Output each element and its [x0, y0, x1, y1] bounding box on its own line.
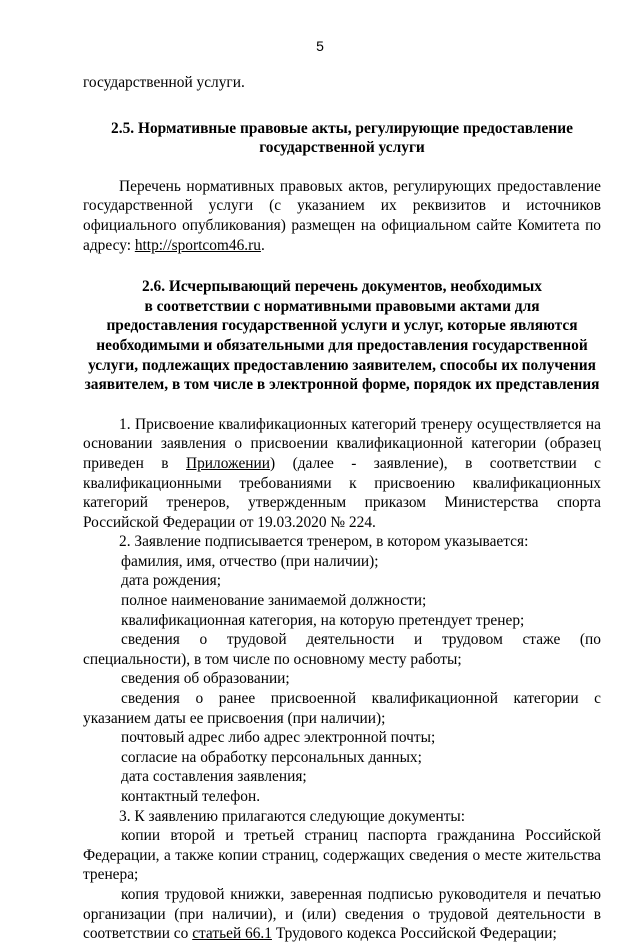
section-2-6-heading-line4: необходимыми и обязательными для предоставления государственной	[96, 336, 588, 354]
section-2-6-heading-line1: 2.6. Исчерпывающий перечень документов, необходимых	[142, 278, 542, 296]
section-2-6-heading-line5: услуги, подлежащих предоставлению заявителем, способы их получения	[88, 356, 596, 374]
list-item-full-name: фамилия, имя, отчество (при наличии);	[121, 552, 379, 570]
section-2-6-heading-line3: предоставления государственной услуги и услуг, которые являются	[106, 317, 578, 335]
section-2-6-heading-line2: в соответствии с нормативными правовыми актами для	[144, 297, 540, 315]
item-3-passport-copies: копии второй и третьей страниц паспорта гражданина Российской Федерации, а также копии страниц, содержащих сведения о месте жительства тренера;	[83, 827, 601, 884]
section-2-5-heading-line2: государственной услуги	[259, 139, 425, 157]
work-record-text-end: Трудового кодекса Российской Федерации;	[271, 925, 557, 943]
list-item-education: сведения об образовании;	[121, 670, 290, 688]
item-3-intro: 3. К заявлению прилагаются следующие документы:	[119, 807, 466, 825]
list-item-phone: контактный телефон.	[121, 788, 261, 805]
section-2-6-heading-line6: заявителем, в том числе в электронной форме, порядок их представления	[84, 376, 600, 394]
list-item-category: квалификационная категория, на которую претендует тренер;	[121, 611, 525, 629]
list-item-consent: согласие на обработку персональных данных;	[121, 748, 422, 766]
page-number: 5	[316, 38, 324, 54]
document-body	[83, 73, 601, 944]
sportcom-link[interactable]: http://sportcom46.ru	[134, 236, 261, 254]
list-item-date: дата составления заявления;	[121, 768, 307, 786]
item-3-work-record	[83, 885, 601, 944]
section-2-5-paragraph	[83, 177, 601, 255]
list-item-address: почтовый адрес либо адрес электронной почты;	[121, 729, 436, 747]
list-item-previous-category: сведения о ранее присвоенной квалификационной категории с указанием даты ее присвоения (при наличии);	[83, 690, 601, 727]
intro-tail: государственной услуги.	[83, 74, 245, 91]
item-2-intro: 2. Заявление подписывается тренером, в котором указывается:	[119, 533, 529, 551]
list-item-position: полное наименование занимаемой должности;	[121, 592, 427, 610]
article-66-1-link[interactable]: статьей 66.1	[192, 925, 272, 943]
paragraph-text-end: .	[260, 236, 265, 254]
item-1-paragraph	[83, 415, 601, 533]
work-record-text: копия трудовой книжки, заверенная подписью руководителя и печатью организации (при наличии), и (или) сведения о трудовой деятельности в соответствии со	[83, 885, 601, 943]
list-item-work-experience: сведения о трудовой деятельности и трудовом стаже (по специальности), в том числе по основному месту работы;	[83, 631, 601, 668]
item-1-text: 1. Присвоение квалификационных категорий тренеру осуществляется на основании заявления о присвоении квалификационной категории (образец приведен в	[83, 415, 601, 472]
list-item-birth-date: дата рождения;	[121, 572, 221, 590]
section-2-5-heading-line1: 2.5. Нормативные правовые акты, регулирующие предоставление	[111, 119, 573, 137]
item-1-text-end: ) (далее - заявление), в соответствии с квалификационными требованиями к присвоению квалификационных категорий тренеров, утвержденным приказом Министерства спорта Российской Федерации от 19.03.2020 № 224.	[83, 454, 601, 531]
paragraph-text: Перечень нормативных правовых актов, регулирующих предоставление государственной услуги (с указанием их реквизитов и источников официального опубликования) размещен на официальном сайте Комитета по адресу:	[83, 177, 601, 254]
appendix-link[interactable]: Приложении	[186, 454, 271, 472]
